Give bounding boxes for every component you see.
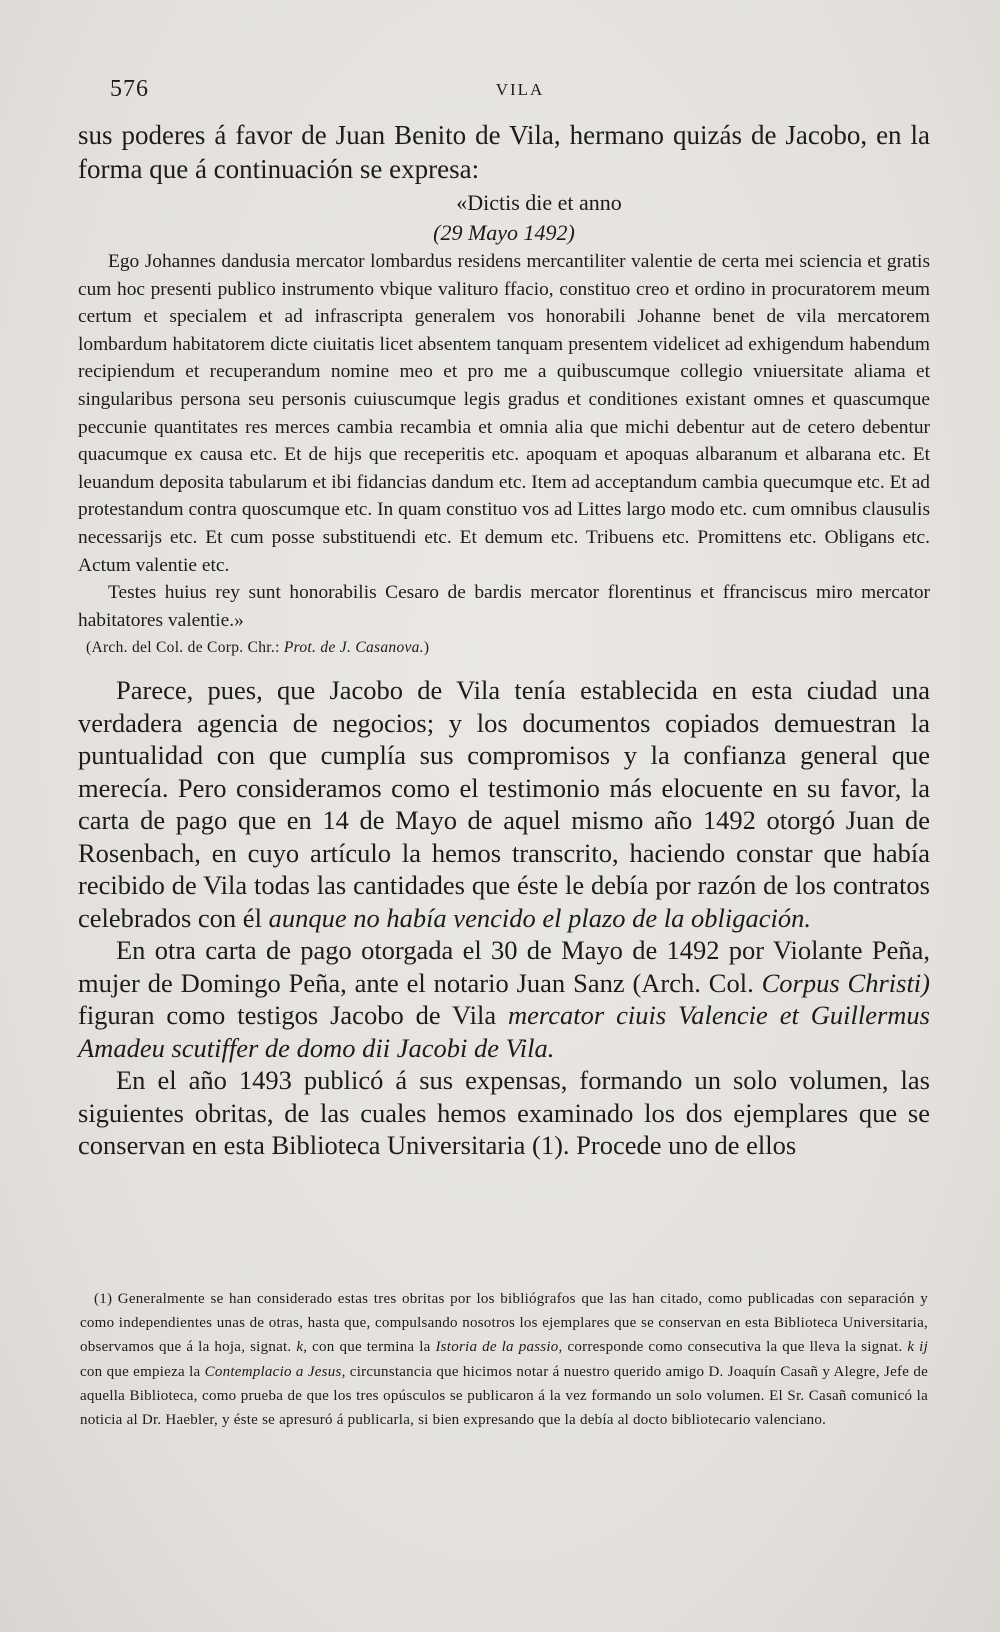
p2-part-d: mercator ciuis Valencie et Guillermus Amadeu scutiffer de domo dii Jacobi de Vila.: [78, 1000, 930, 1063]
fn-a: (1) Generalmente se han considerado estas tres obritas por los bibliógrafos que las han citado, como publicadas con separación y como independientes unas de otras, hasta que, compulsando nosotros los ejemplares que se conservan en esta Biblioteca Universitaria, observamos que á la hoja, signat.: [80, 1291, 928, 1356]
citation-suffix: ): [423, 639, 430, 657]
fn-c: con que termina la: [307, 1339, 436, 1356]
main-paragraph-1-italic: aunque no había vencido el plazo de la obligación.: [268, 902, 811, 933]
fn-f: k ij: [907, 1339, 928, 1356]
page-header: [110, 76, 930, 106]
latin-document-heading: [78, 188, 930, 248]
main-text: [78, 674, 930, 1162]
fn-d: Istoria de la passio,: [435, 1339, 563, 1356]
fn-e: corresponde como consecutiva la que lleva la signat.: [562, 1339, 908, 1356]
fn-i: circunstancia que hicimos notar á nuestro querido amigo D. Joaquín Casañ y Alegre, Jefe de aquella Biblioteca, como prueba de que los tres opúsculos se publicaron á la vez formando un solo volumen. El Sr. Casañ comunicó la noticia al Dr. Haebler, y éste se apresuró á publicarla, si bien expresando que la debía al docto bibliotecario valenciano.: [80, 1363, 929, 1429]
intro-paragraph: sus poderes á favor de Juan Benito de Vila, hermano quizás de Jacobo, en la forma que á continuación se expresa:: [78, 120, 930, 184]
footnote: [80, 1287, 928, 1432]
page-number: 576: [110, 76, 149, 102]
body-text: [78, 118, 930, 1162]
fn-g: con que empieza la: [80, 1363, 205, 1380]
main-paragraph-2: [78, 934, 930, 1064]
citation-prefix: (Arch. del Col. de Corp. Chr.:: [86, 639, 284, 657]
latin-paragraph-2: Testes huius rey sunt honorabilis Cesaro de bardis mercator florentinus et ffranciscus miro mercator habitatores valentie.»: [78, 582, 930, 631]
footnote-paragraph: [80, 1287, 928, 1432]
citation-protocol: Prot. de J. Casanova.: [283, 639, 424, 657]
latin-document: [78, 248, 930, 634]
p2-part-b: Corpus Christi): [761, 967, 930, 998]
dictis-line: «Dictis die et anno: [456, 190, 622, 215]
archive-citation: [78, 636, 930, 660]
main-paragraph-3: En el año 1493 publicó á sus expensas, formando un solo volumen, las siguientes obritas, de las cuales hemos examinado los dos ejemplares que se conservan en esta Biblioteca Universitaria (1). Procede uno de ellos: [78, 1065, 930, 1161]
fn-h: Contemplacio a Jesus,: [204, 1363, 346, 1380]
document-date: (29 Mayo 1492): [433, 220, 575, 245]
p2-part-a: En otra carta de pago otorgada el 30 de Mayo de 1492 por Violante Peña, mujer de Domingo Peña, ante el notario Juan Sanz (Arch. Col.: [78, 935, 930, 998]
main-paragraph-1: [78, 674, 930, 934]
fn-b: k,: [296, 1339, 308, 1356]
main-paragraph-1-text: Parece, pues, que Jacobo de Vila tenía establecida en esta ciudad una verdadera agencia de negocios; y los documentos copiados demuestran la puntualidad con que cumplía sus compromisos y la confianza general que merecía. Pero consideramos como el testimonio más elocuente en su favor, la carta de pago que en 14 de Mayo de aquel mismo año 1492 otorgó Juan de Rosenbach, en cuyo artículo la hemos transcrito, haciendo constar que había recibido de Vila todas las cantidades que éste le debía por razón de los contratos celebrados con él: [78, 675, 930, 933]
latin-paragraph-1: Ego Johannes dandusia mercator lombardus residens mercantiliter valentie de certa mei sciencia et gratis cum hoc presenti publico instrumento vbique valituro ffacio, constituo creo et ordino in procuratorem meum certum et specialem et ad infrascripta generalem vos honorabili Johanne benet de vila mercatorem lombardum habitatorem dicte ciuitatis licet absentem tanquam presentem videlicet ad exhigendum habendum recipiendum et recuperandum nomine meo et pro me a quibuscumque collegio vniuersitate aliama et singularibus persona seu personis cuiuscumque legis gradus et conditiones existant omnes et quascumque peccunie quantitates res merces cambia recambia et omnia alia que michi debentur aut de cetero debentur quacumque ex causa etc. Et de hijs que receperitis etc. apoquam et apoquas albaranum et albarana etc. Et leuandum deposita tabularum et ibi fidancias dandum etc. Item ad acceptandum cambia quecumque etc. Et ad protestandum contra quoscumque etc. In quam constituo vos ad Littes largo modo etc. cum omnibus clausulis necessarijs etc. Et cum posse substituendi etc. Et demum etc. Tribuens etc. Promittens etc. Obligans etc. Actum valentie etc.: [78, 251, 930, 576]
p2-part-c: figuran como testigos Jacobo de Vila: [78, 1000, 508, 1031]
running-head: VILA: [495, 80, 545, 99]
